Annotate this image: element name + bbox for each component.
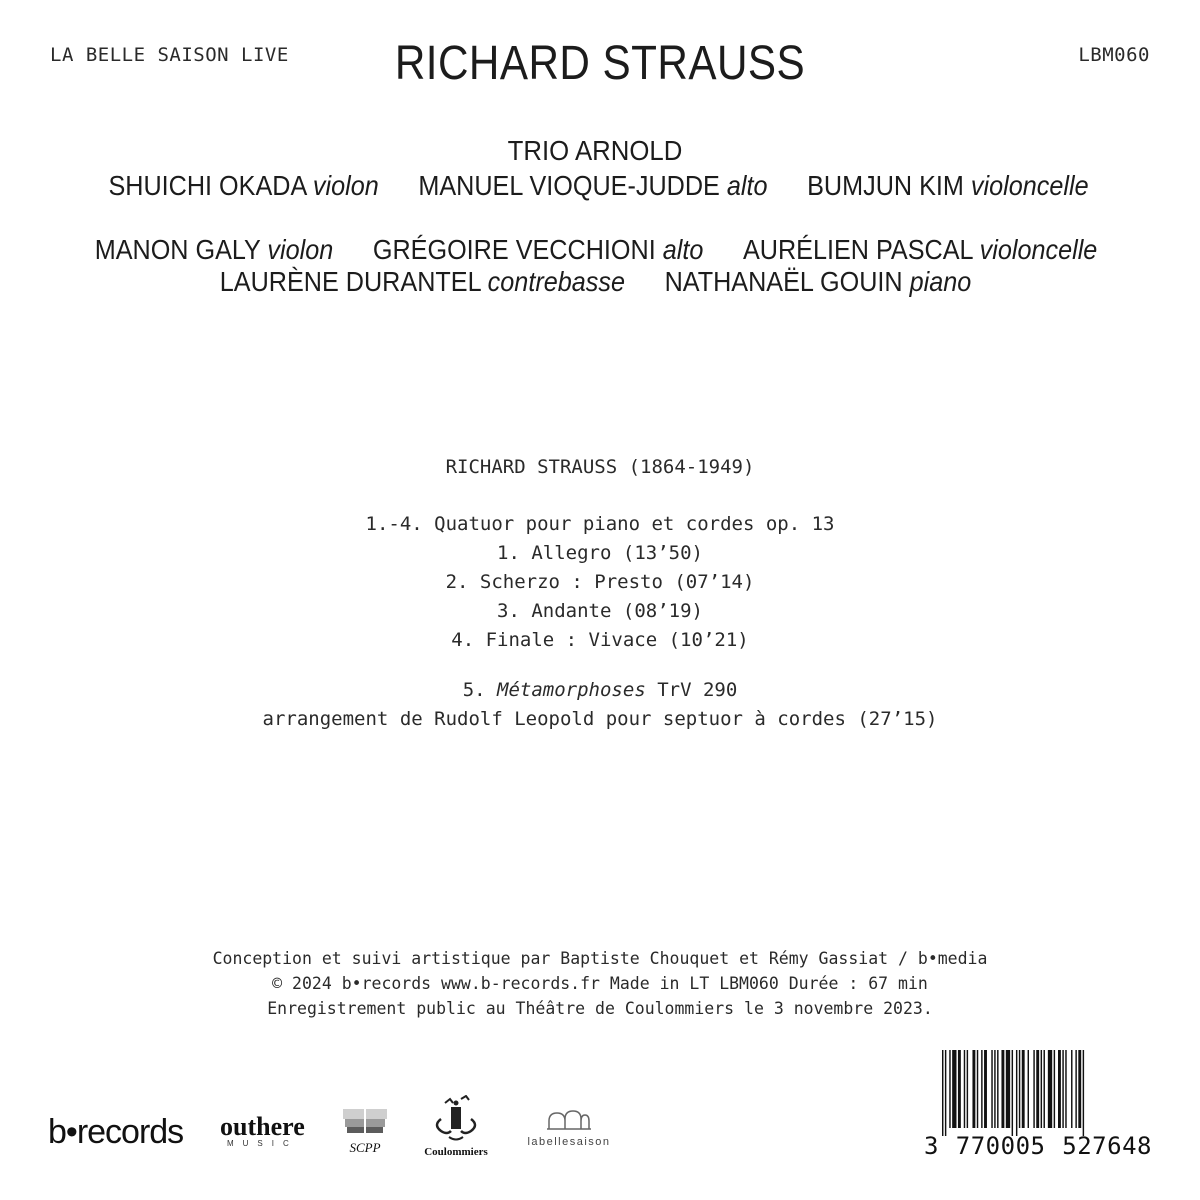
barcode-bars [928, 1050, 1152, 1136]
performer: SHUICHI OKADA violon [108, 170, 380, 201]
credits-line-3: Enregistrement public au Théâtre de Coulommiers le 3 novembre 2023. [267, 999, 933, 1018]
logos-row [48, 1095, 668, 1165]
barcode-bar [1019, 1050, 1020, 1128]
performer: LAURÈNE DURANTEL contrebasse [220, 266, 626, 297]
barcode-bar [1041, 1050, 1042, 1128]
barcode-bar [1006, 1050, 1010, 1128]
barcode-bar [1033, 1050, 1034, 1128]
barcode-bar [967, 1050, 968, 1128]
barcode-bar [977, 1050, 978, 1128]
barcode-bar [997, 1050, 998, 1128]
barcode-bar [981, 1050, 982, 1128]
barcode-bar [1054, 1050, 1055, 1128]
barcode-digit-group: 3 [924, 1132, 939, 1160]
barcode-bar [1058, 1050, 1061, 1128]
track-work-2: 5. Métamorphoses TrV 290 [462, 679, 738, 701]
barcode-bar [1022, 1050, 1025, 1128]
album-title: RICHARD STRAUSS [394, 37, 806, 90]
credits-line-1: Conception et suivi artistique par Baptiste Chouquet et Rémy Gassiat / b•media [212, 949, 988, 968]
scpp-emblem-icon [340, 1107, 390, 1135]
barcode-bar [964, 1050, 965, 1128]
barcode-bar [1083, 1050, 1084, 1136]
track-movement: 4. Finale : Vivace (10’21) [451, 629, 749, 651]
performer: AURÉLIEN PASCAL violoncelle [742, 234, 1098, 265]
guests-row-1 [0, 234, 1200, 266]
barcode-bar [1001, 1050, 1004, 1128]
performer: BUMJUN KIM violoncelle [807, 170, 1090, 201]
track-work-2-arrangement: arrangement de Rudolf Leopold pour septuor à cordes (27’15) [262, 708, 938, 730]
credits [0, 946, 1200, 1021]
outhere-logo: outhere MUSIC [220, 1112, 305, 1148]
arches-icon [546, 1109, 592, 1131]
credits-line-2: © 2024 b•records www.b-records.fr Made in LT LBM060 Durée : 67 min [272, 974, 928, 993]
barcode-digits [924, 1132, 1152, 1160]
barcode-bar [952, 1050, 956, 1128]
coulommiers-logo: Coulommiers [416, 1095, 496, 1158]
barcode-bar [1016, 1050, 1017, 1136]
composer-heading: RICHARD STRAUSS (1864-1949) [445, 456, 755, 478]
barcode-bar [1071, 1050, 1072, 1128]
barcode-bar [1044, 1050, 1045, 1128]
barcode-bar [1062, 1050, 1063, 1128]
track-movement: 3. Andante (08’19) [497, 600, 703, 622]
performer: MANON GALY violon [94, 234, 334, 265]
spacer [0, 655, 1200, 676]
performer: GRÉGOIRE VECCHIONI alto [372, 234, 704, 265]
labellesaison-logo: labellesaison [514, 1109, 624, 1148]
barcode-bar [1048, 1050, 1052, 1128]
tracklist [0, 510, 1200, 734]
barcode-bar [972, 1050, 975, 1128]
barcode-bar [1012, 1050, 1013, 1136]
barcode-bar [1075, 1050, 1076, 1128]
ensemble-name: TRIO ARNOLD [507, 135, 683, 166]
barcode-bar [949, 1050, 950, 1128]
track-work-1: 1.-4. Quatuor pour piano et cordes op. 13 [365, 513, 835, 535]
coulommiers-crest-icon [431, 1095, 481, 1143]
barcode-bar [1078, 1050, 1081, 1128]
performer: NATHANAËL GOUIN piano [665, 266, 972, 297]
ensemble-members-row [0, 170, 1200, 202]
barcode-bar [1065, 1050, 1066, 1128]
scpp-logo: SCPP [340, 1107, 390, 1156]
barcode-bar [945, 1050, 946, 1136]
barcode-digit-group: 770005 [955, 1132, 1046, 1160]
barcode-bar [942, 1050, 943, 1136]
barcode-bar [1028, 1050, 1029, 1128]
barcode-bar [1036, 1050, 1039, 1128]
barcode-bar [958, 1050, 961, 1128]
series-label: LA BELLE SAISON LIVE [50, 44, 289, 66]
performer: MANUEL VIOQUE-JUDDE alto [418, 170, 768, 201]
track-movement: 1. Allegro (13’50) [497, 542, 703, 564]
track-movement: 2. Scherzo : Presto (07’14) [445, 571, 755, 593]
barcode-digit-group: 527648 [1062, 1132, 1152, 1160]
catalog-number: LBM060 [1078, 44, 1150, 66]
brecords-logo: b•records [48, 1113, 184, 1151]
barcode-bar [991, 1050, 992, 1128]
guests-row-2 [0, 266, 1200, 298]
barcode-bar [984, 1050, 987, 1128]
barcode-bar [994, 1050, 995, 1128]
